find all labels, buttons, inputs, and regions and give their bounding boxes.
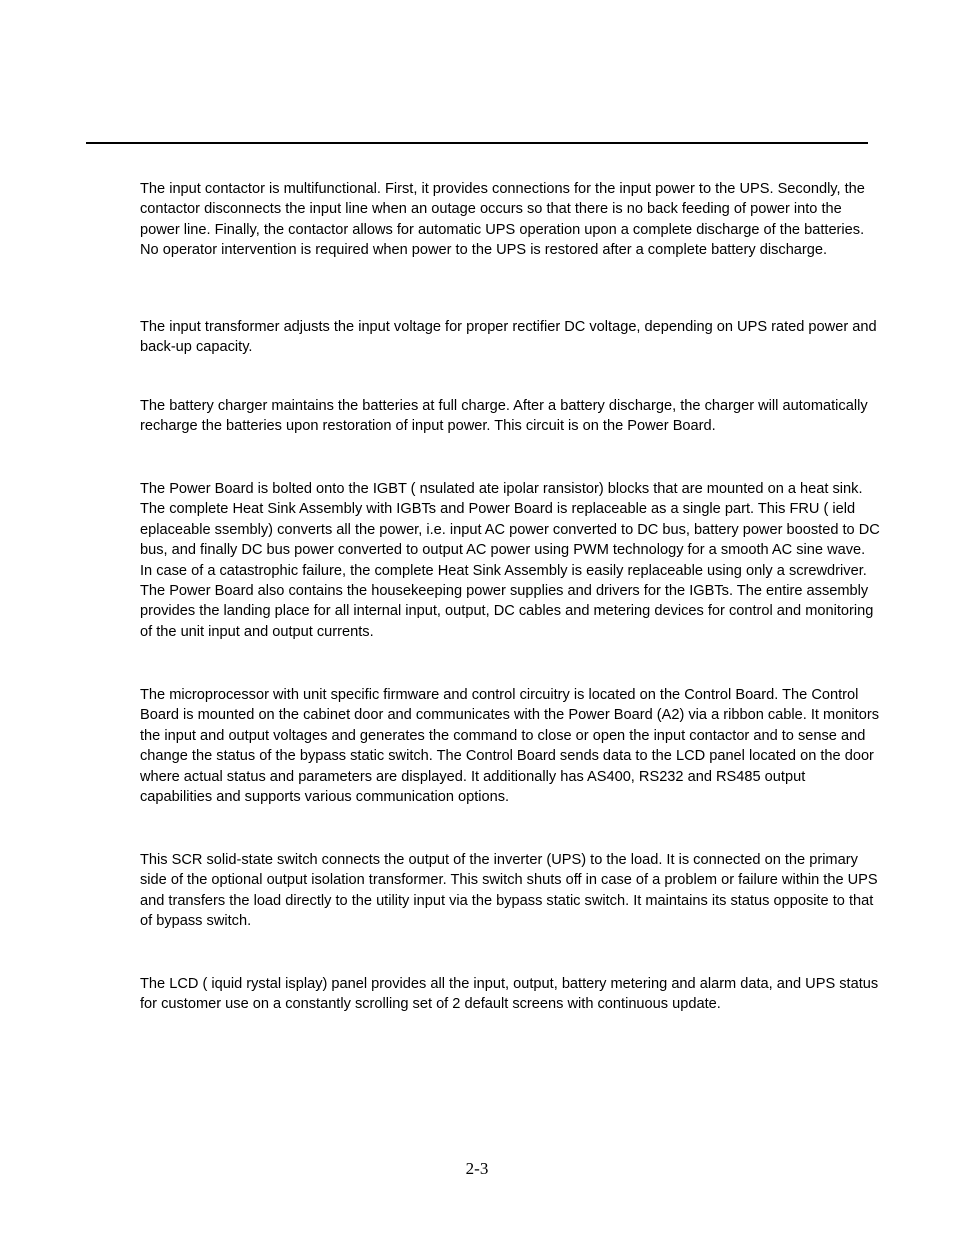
top-rule [86,142,868,144]
page-number: 2-3 [465,1159,489,1178]
input-contactor-paragraph: The input contactor is multifunctional. First, it provides connections for the input power to the UPS. Secondly, the contactor disconnects the input line when an outage occurs so that there is no back feeding of power into the power line. Finally, the contactor allows for automatic UPS operation upon a complete discharge of the batteries. No operator intervention is required when power to the UPS is restored after a complete battery discharge. [140,181,865,259]
lcd-panel-paragraph: The LCD ( iquid rystal isplay) panel provides all the input, output, battery metering and alarm data, and UPS status for customer use on a constantly scrolling set of 2 default screens with continuous update. [140,976,879,1013]
input-transformer-paragraph: The input transformer adjusts the input voltage for proper rectifier DC voltage, depending on UPS rated power and back-up capacity. [140,319,877,356]
power-board-paragraph: The Power Board is bolted onto the IGBT ( nsulated ate ipolar ransistor) blocks that are mounted on a heat sink. The complete Heat Sink Assembly with IGBTs and Power Board is replaceable as a single part. This FRU ( ield eplaceable ssembly) converts all the power, i.e. input AC power converted to DC bus, battery power boosted to DC bus, and finally DC bus power converted to output AC power using PWM technology for a smooth AC sine wave. In case of a catastrophic failure, the complete Heat Sink Assembly is easily replaceable using only a screwdriver. The Power Board also contains the housekeeping power supplies and drivers for the IGBTs. The entire assembly provides the landing place for all internal input, output, DC cables and metering devices for control and monitoring of the unit input and output currents. [140,481,880,640]
control-board-paragraph: The microprocessor with unit specific firmware and control circuitry is located on the Control Board. The Control Board is mounted on the cabinet door and communicates with the Power Board (A2) via a ribbon cable. It monitors the input and output voltages and generates the command to close or open the input contactor and to sense and change the status of the bypass static switch. The Control Board sends data to the LCD panel located on the door where actual status and parameters are displayed. It additionally has AS400, RS232 and RS485 output capabilities and supports various communication options. [140,687,880,806]
inverter-static-switch-paragraph: This SCR solid-state switch connects the output of the inverter (UPS) to the load. It is connected on the primary side of the optional output isolation transformer. This switch shuts off in case of a problem or failure within the UPS and transfers the load directly to the utility input via the bypass static switch. It maintains its status opposite to that of bypass switch. [140,852,878,930]
battery-charger-paragraph: The battery charger maintains the batteries at full charge. After a battery discharge, the charger will automatically recharge the batteries upon restoration of input power. This circuit is on the Power Board. [140,398,868,435]
